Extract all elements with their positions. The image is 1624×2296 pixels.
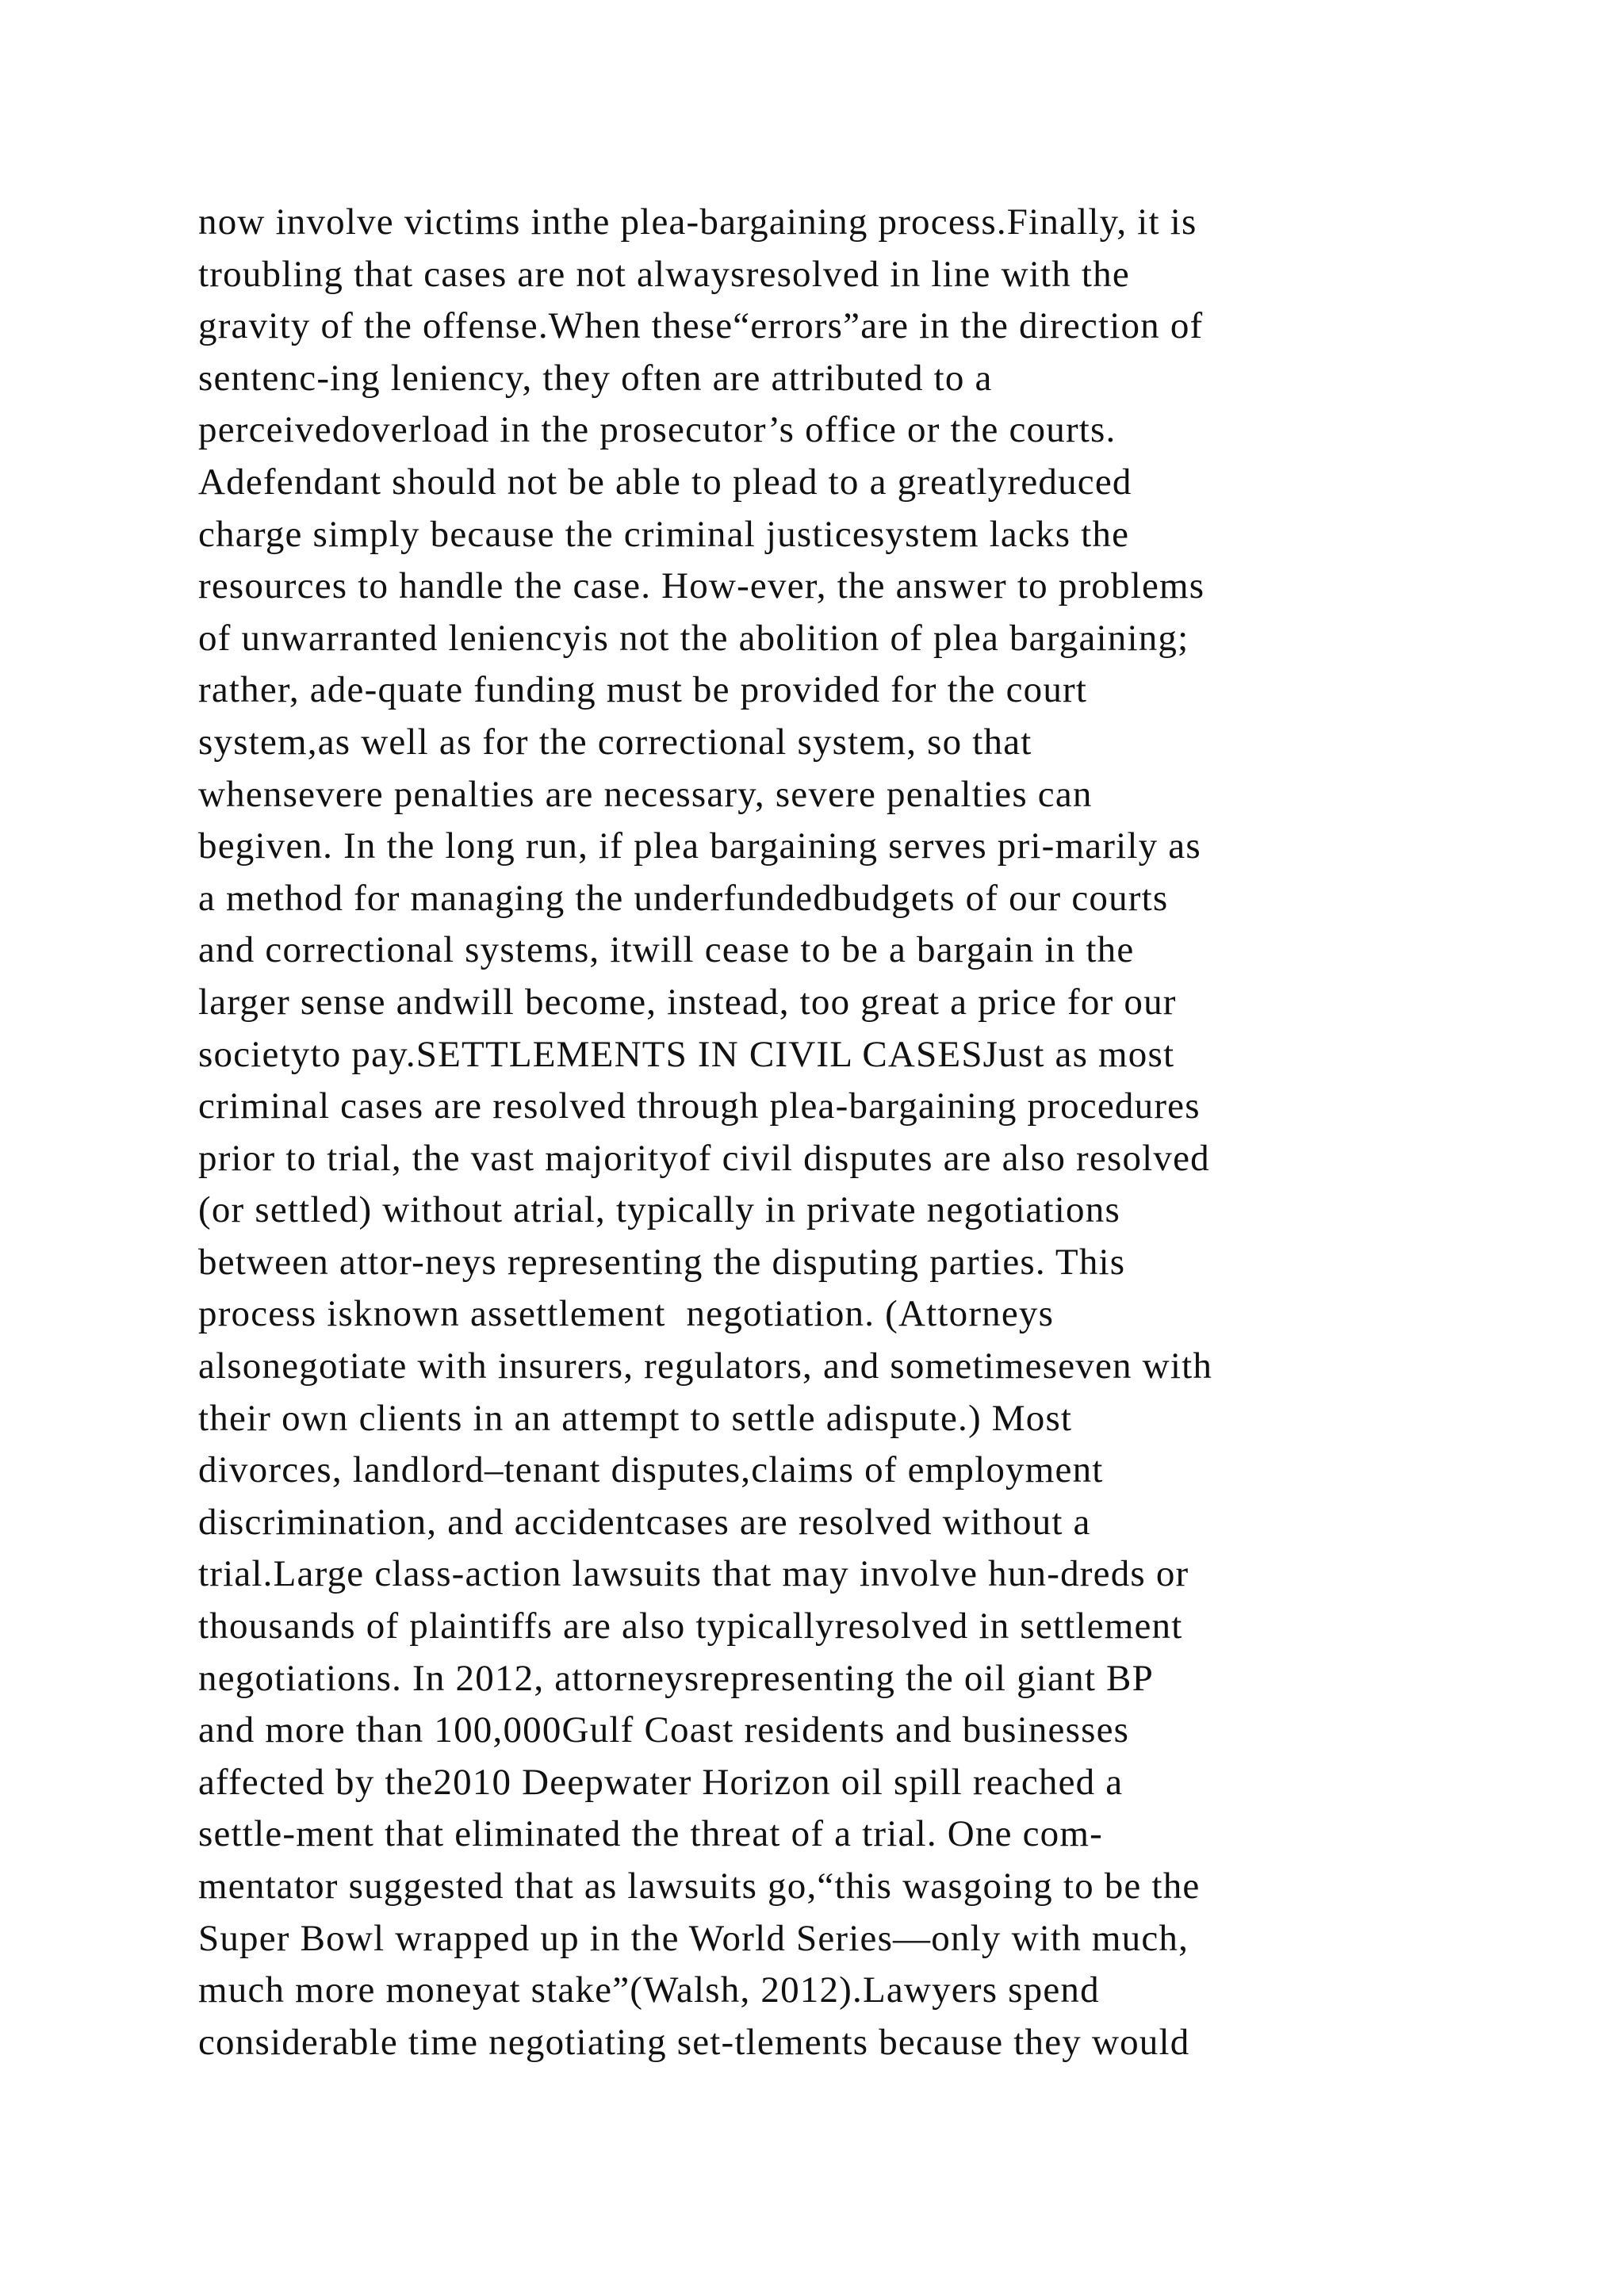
text-line: Adefendant should not be able to plead to a greatlyreduced	[198, 461, 1132, 503]
text-line: much more moneyat stake”(Walsh, 2012).Lawyers spend	[198, 1969, 1100, 2011]
text-line: and more than 100,000Gulf Coast residents and businesses	[198, 1709, 1130, 1751]
text-line: whensevere penalties are necessary, severe penalties can	[198, 773, 1093, 815]
text-line: societyto pay.SETTLEMENTS IN CIVIL CASESJust as most	[198, 1033, 1175, 1075]
text-line: a method for managing the underfundedbudgets of our courts	[198, 877, 1169, 919]
text-line: resources to handle the case. How-ever, the answer to problems	[198, 565, 1205, 607]
text-line: now involve victims inthe plea-bargaining process.Finally, it is	[198, 201, 1197, 243]
text-line: settle-ment that eliminated the threat of a trial. One com-	[198, 1813, 1103, 1855]
text-line: trial.Large class-action lawsuits that may involve hun-dreds or	[198, 1553, 1189, 1595]
text-line: discrimination, and accidentcases are resolved without a	[198, 1501, 1091, 1543]
text-line: rather, ade-quate funding must be provided for the court	[198, 669, 1088, 711]
text-line: troubling that cases are not alwaysresolved in line with the	[198, 253, 1130, 295]
text-line: sentenc-ing leniency, they often are attributed to a	[198, 357, 993, 399]
text-line: perceivedoverload in the prosecutor’s office or the courts.	[198, 409, 1116, 451]
text-line: prior to trial, the vast majorityof civil disputes are also resolved	[198, 1137, 1210, 1179]
text-line: thousands of plaintiffs are also typicallyresolved in settlement	[198, 1605, 1183, 1647]
text-line: negotiations. In 2012, attorneysrepresenting the oil giant BP	[198, 1657, 1154, 1699]
text-line: (or settled) without atrial, typically in private negotiations	[198, 1189, 1120, 1231]
text-line: criminal cases are resolved through plea-bargaining procedures	[198, 1085, 1201, 1127]
text-line: system,as well as for the correctional system, so that	[198, 721, 1032, 763]
text-line: affected by the2010 Deepwater Horizon oil spill reached a	[198, 1761, 1124, 1803]
text-line: Super Bowl wrapped up in the World Series—only with much,	[198, 1917, 1189, 1959]
text-line: charge simply because the criminal justicesystem lacks the	[198, 513, 1130, 555]
text-line: divorces, landlord–tenant disputes,claims of employment	[198, 1449, 1104, 1491]
text-line: process isknown assettlement negotiation. (Attorneys	[198, 1293, 1055, 1335]
body-text	[198, 197, 1467, 2068]
text-line: of unwarranted leniencyis not the abolition of plea bargaining;	[198, 617, 1189, 659]
text-line: gravity of the offense.When these“errors”are in the direction of	[198, 305, 1204, 347]
text-line: and correctional systems, itwill cease to be a bargain in the	[198, 929, 1135, 971]
text-line: larger sense andwill become, instead, too great a price for our	[198, 981, 1177, 1023]
text-line: considerable time negotiating set-tlements because they would	[198, 2021, 1190, 2063]
text-line: mentator suggested that as lawsuits go,“this wasgoing to be the	[198, 1866, 1201, 1907]
text-line: between attor-neys representing the disputing parties. This	[198, 1241, 1126, 1283]
text-line: begiven. In the long run, if plea bargaining serves pri-marily as	[198, 825, 1201, 867]
text-line: their own clients in an attempt to settle adispute.) Most	[198, 1397, 1073, 1439]
text-line: alsonegotiate with insurers, regulators, and sometimeseven with	[198, 1345, 1213, 1387]
